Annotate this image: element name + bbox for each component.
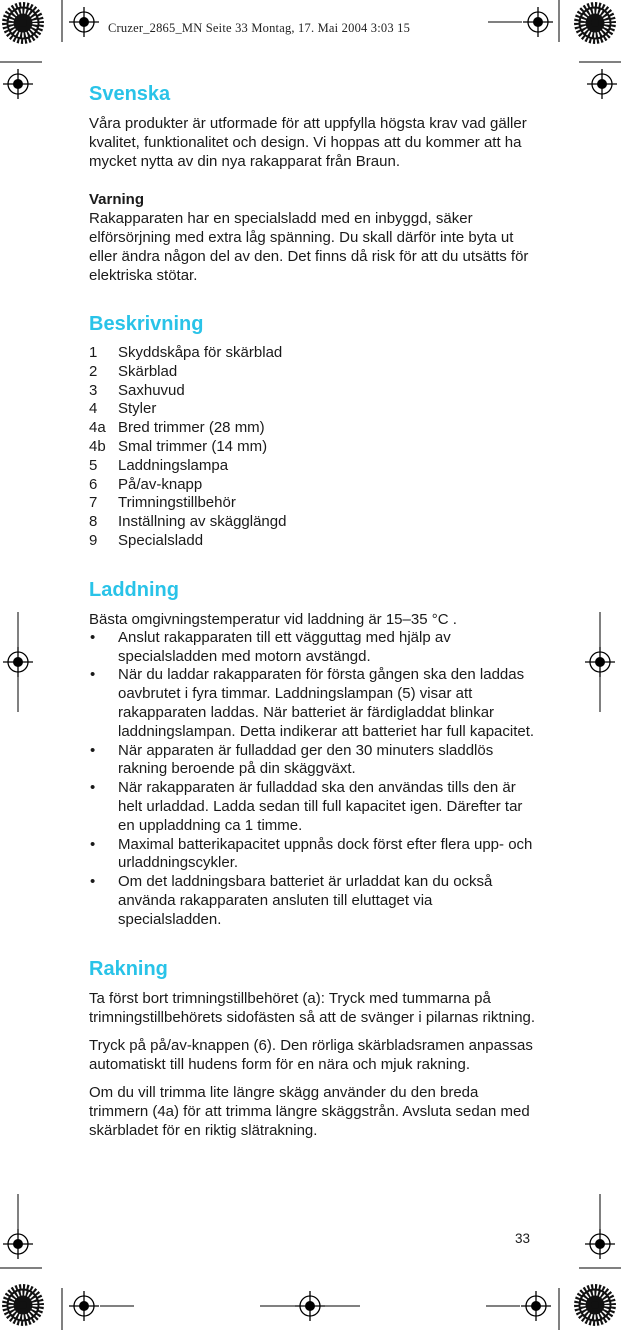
list-item: [89, 779, 537, 835]
item-number: 9: [89, 531, 98, 549]
registration-mark-icon: [69, 1291, 99, 1321]
registration-mark-icon: [3, 69, 33, 99]
item-label: Smal trimmer (14 mm): [118, 437, 268, 455]
bullet-text: Anslut rakapparaten till ett vägguttag med hjälp av specialsladden med motorn avstängd.: [118, 628, 451, 665]
heading-laddning: Laddning: [89, 578, 179, 601]
list-item: [89, 513, 537, 532]
section-beskrivning: [89, 312, 537, 551]
charging-bullet-list: [89, 629, 537, 930]
item-label: Bred trimmer (28 mm): [118, 419, 265, 437]
list-item: [89, 836, 537, 874]
item-label: Saxhuvud: [118, 381, 185, 399]
item-number: 7: [89, 494, 98, 512]
registration-mark-icon: [521, 1291, 551, 1321]
list-item: [89, 742, 537, 780]
heading-beskrivning: Beskrivning: [89, 313, 204, 335]
list-item: [89, 629, 537, 667]
item-label: Specialsladd: [118, 531, 204, 549]
bullet-icon: •: [90, 741, 96, 759]
item-number: 2: [89, 362, 98, 380]
heading-svenska: Svenska: [89, 83, 171, 105]
item-label: På/av-knapp: [118, 475, 203, 493]
item-label: Trimningstillbehör: [118, 494, 236, 512]
list-item: [89, 457, 537, 476]
section-svenska: [89, 82, 537, 285]
heading-rakning: Rakning: [89, 957, 168, 980]
warning-text: Rakapparaten har en specialsladd med en inbyggd, säker elförsörjning med extra låg spänning. Du skall därför inte byta ut eller ändra någon del av den. Det finns då risk för att du utsätts för elektriska stötar.: [89, 210, 529, 284]
list-item: [89, 382, 537, 401]
laddning-intro: Bästa omgivningstemperatur vid laddning är 15–35 °C .: [89, 610, 457, 628]
list-item: [89, 344, 537, 363]
item-label: Styler: [118, 400, 157, 418]
corner-starburst-icon: [2, 1284, 44, 1326]
page-content: [89, 82, 537, 1140]
bullet-icon: •: [90, 835, 96, 853]
bullet-icon: •: [90, 628, 96, 646]
item-number: 1: [89, 344, 98, 361]
bullet-text: Maximal batterikapacitet uppnås dock först efter flera upp- och urladdningscykler.: [118, 835, 533, 872]
corner-starburst-icon: [574, 2, 616, 44]
warning-title: Varning: [89, 191, 145, 208]
item-number: 4: [89, 400, 98, 418]
list-item: [89, 532, 537, 551]
registration-mark-icon: [523, 7, 553, 37]
rakning-paragraph: Om du vill trimma lite längre skägg använder du den breda trimmern (4a) för att trimma längre skäggstrån. Avsluta sedan med skärbladet för en riktig slätrakning.: [89, 1083, 530, 1139]
bullet-icon: •: [90, 779, 96, 797]
bullet-icon: •: [90, 666, 96, 684]
registration-mark-icon: [3, 1229, 33, 1259]
print-header: Cruzer_2865_MN Seite 33 Montag, 17. Mai 2004 3:03 15: [108, 21, 411, 35]
rakning-paragraph: Ta först bort trimningstillbehöret (a): Tryck med tummarna på trimningstillbehörets sidofästen så att de svänger i pilarnas riktning.: [89, 989, 536, 1026]
corner-starburst-icon: [2, 2, 44, 44]
item-label: Skyddskåpa för skärblad: [118, 344, 283, 361]
parts-list: [89, 344, 537, 551]
item-number: 8: [89, 513, 98, 531]
list-item: [89, 476, 537, 495]
item-number: 5: [89, 456, 98, 474]
registration-mark-icon: [69, 7, 99, 37]
item-label: Skärblad: [118, 362, 178, 380]
item-number: 3: [89, 381, 98, 399]
item-label: Inställning av skägglängd: [118, 513, 287, 531]
section-rakning: [89, 957, 537, 1140]
list-item: [89, 438, 537, 457]
list-item: [89, 363, 537, 382]
section-laddning: [89, 578, 537, 930]
item-number: 4a: [89, 419, 106, 437]
list-item: [89, 419, 537, 438]
registration-mark-icon: [585, 1229, 615, 1259]
list-item: [89, 873, 537, 929]
bullet-icon: •: [90, 873, 96, 891]
bullet-text: När rakapparaten är fulladdad ska den användas tills den är helt urladdad. Ladda sedan till full kapacitet igen. Därefter tar en uppladdning ca 1 timme.: [118, 779, 523, 834]
bullet-text: När du laddar rakapparaten för första gången ska den laddas oavbrutet i fyra timmar. Laddningslampan (5) visar att rakapparaten laddas. När batteriet är färdigladdat blinkar laddningslampan. Detta indikerar att batteriet har full kapacitet.: [118, 666, 535, 740]
corner-starburst-icon: [574, 1284, 616, 1326]
bullet-text: När apparaten är fulladdad ger den 30 minuters sladdlös rakning beroende på din skäggväxt.: [118, 741, 494, 778]
item-number: 6: [89, 475, 98, 493]
registration-mark-icon: [587, 69, 617, 99]
item-number: 4b: [89, 437, 106, 455]
list-item: [89, 666, 537, 741]
rakning-paragraph: Tryck på på/av-knappen (6). Den rörliga skärbladsramen anpassas automatiskt till hudens form för en nära och mjuk rakning.: [89, 1036, 533, 1073]
list-item: [89, 494, 537, 513]
page-number: 33: [515, 1231, 531, 1246]
item-label: Laddningslampa: [118, 456, 229, 474]
intro-text: Våra produkter är utformade för att uppfylla högsta krav vad gäller kvalitet, funktionalitet och design. Vi hoppas att du kommer att ha mycket nytta av din nya rakapparat från Braun.: [89, 115, 527, 170]
list-item: [89, 400, 537, 419]
bullet-text: Om det laddningsbara batteriet är urladdat kan du också använda rakapparaten ansluten till eluttaget via specialsladden.: [118, 873, 493, 928]
